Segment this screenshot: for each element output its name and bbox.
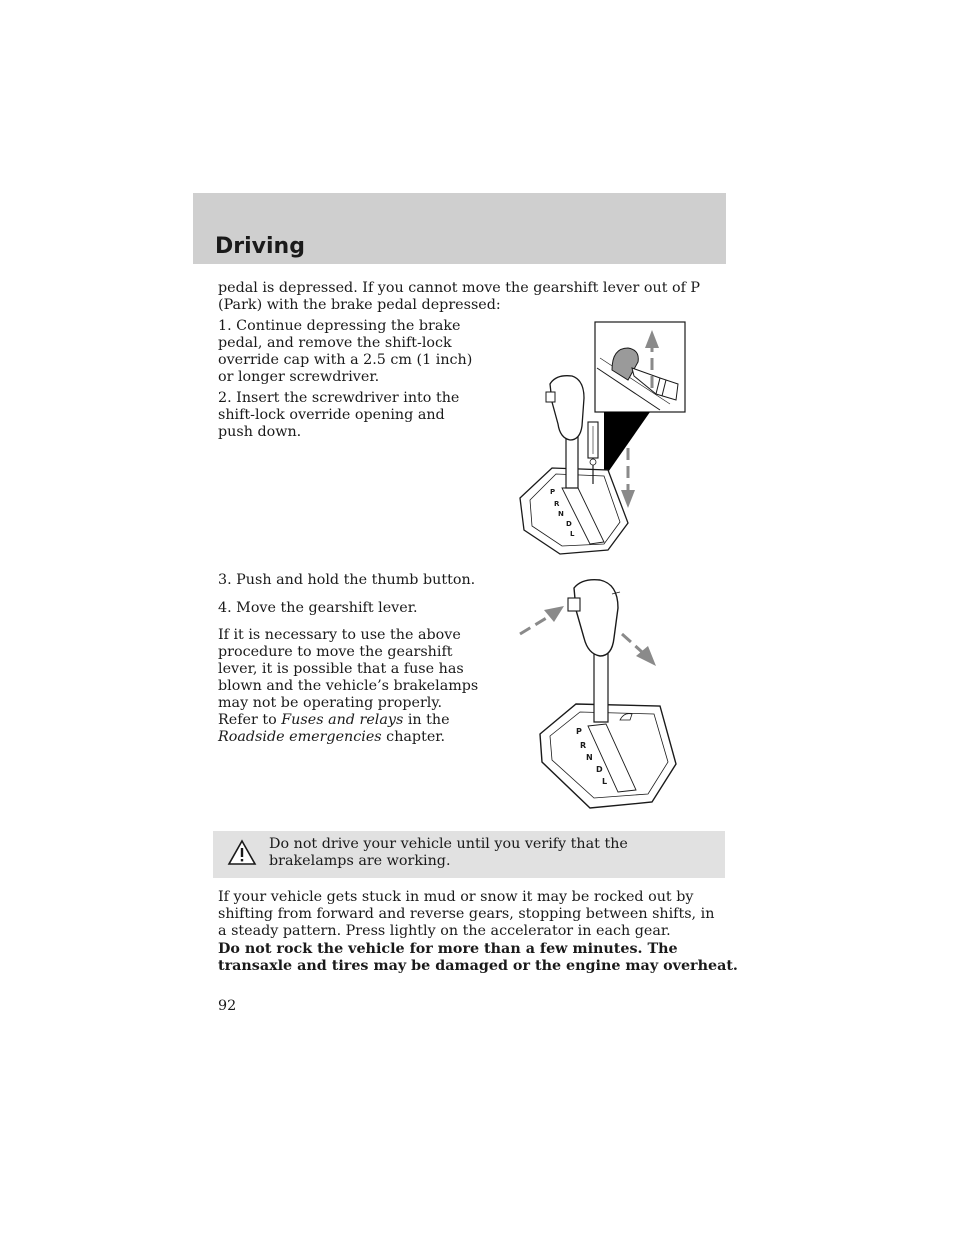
thumb-button [546,392,555,402]
shift-lock-override-illustration [500,318,700,558]
gearshift-knob [550,376,584,440]
page-number: 92 [218,998,237,1014]
gearshift-lever [566,436,578,488]
push-arrow-icon [544,606,564,622]
step-4: 4. Move the gearshift lever. [218,600,418,616]
gear-label-r: R [554,500,560,508]
gear-label-d: D [596,765,603,774]
warning-text: Do not drive your vehicle until you verify that the brakelamps are working. [269,836,628,869]
gear-label-n: N [586,753,593,762]
thumb-button [568,598,580,611]
link-fuses-and-relays: Fuses and relays [281,712,404,728]
down-arrow-icon [621,490,635,508]
gear-label-d: D [566,520,572,528]
step-3: 3. Push and hold the thumb button. [218,572,476,588]
gear-label-l: L [602,777,608,786]
warning-box [213,831,725,878]
gearshift-lever [594,650,608,722]
thumb-button-illustration [500,572,700,814]
fuse-note: If it is necessary to use the above procedure to move the gearshift lever, it is possible that a fuse has blown and the vehicle’s brakelamps may not be operating properly. Refer to Fuses and relays in the Roadside emergencies chapter. [218,627,479,745]
gear-label-n: N [558,510,564,518]
link-roadside-emergencies: Roadside emergencies [218,729,382,745]
gear-label-l: L [570,530,575,538]
section-title: Driving [215,234,305,259]
step-1: 1. Continue depressing the brake pedal, and remove the shift-lock override cap with a 2.5 cm (1 inch) or longer screwdriver. [218,318,473,385]
gear-label-r: R [580,741,587,750]
stuck-vehicle-paragraph: If your vehicle gets stuck in mud or snow it may be rocked out by shifting from forward and reverse gears, stopping between shifts, in a steady pattern. Press lightly on the accelerator in each gear. [218,889,715,939]
gearshift-knob [574,580,618,656]
section-header-band [193,193,726,264]
step-2: 2. Insert the screwdriver into the shift-lock override opening and push down. [218,390,460,440]
caution-paragraph: Do not rock the vehicle for more than a few minutes. The transaxle and tires may be damaged or the engine may overheat. [218,941,738,974]
intro-paragraph: pedal is depressed. If you cannot move the gearshift lever out of P (Park) with the brake pedal depressed: [218,280,701,313]
gear-label-p: P [576,727,582,736]
gear-label-p: P [550,488,556,496]
warning-triangle-icon [227,839,257,866]
